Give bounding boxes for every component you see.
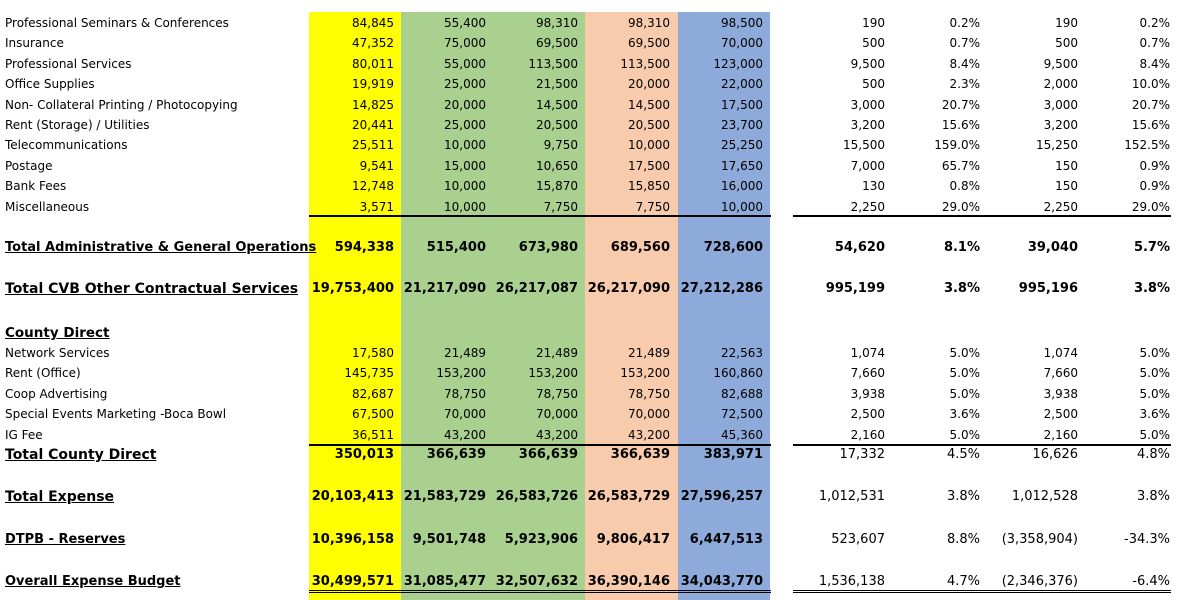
cell-col-6: 523,607 [831, 532, 885, 547]
cell-col-4: 14,500 [628, 98, 670, 112]
cell-col-8: (3,358,904) [1001, 532, 1078, 547]
cell-col-1: 145,735 [344, 366, 394, 380]
row-label: Total Administrative & General Operations [5, 240, 317, 255]
grand-total-rule [309, 590, 771, 593]
cell-col-7: 5.0% [949, 346, 980, 360]
cell-col-9: -34.3% [1124, 532, 1170, 547]
cell-col-3: 9,750 [543, 138, 578, 152]
cell-col-9: 5.7% [1133, 240, 1170, 255]
row-label: Postage [5, 159, 53, 173]
cell-col-2: 9,501,748 [412, 532, 486, 547]
cell-col-4: 7,750 [635, 200, 670, 214]
cell-col-5: 10,000 [721, 200, 763, 214]
cell-col-8: 2,500 [1043, 407, 1078, 421]
cell-col-9: 5.0% [1139, 428, 1170, 442]
cell-col-5: 383,971 [703, 447, 763, 462]
cell-col-5: 27,212,286 [680, 281, 763, 296]
cell-col-4: 689,560 [610, 240, 670, 255]
cell-col-2: 75,000 [444, 36, 486, 50]
cell-col-5: 22,563 [721, 346, 763, 360]
cell-col-6: 54,620 [834, 240, 885, 255]
cell-col-1: 84,845 [352, 16, 394, 30]
cell-col-3: 15,870 [536, 179, 578, 193]
cell-col-2: 15,000 [444, 159, 486, 173]
cell-col-3: 5,923,906 [504, 532, 578, 547]
cell-col-1: 67,500 [352, 407, 394, 421]
county-direct-heading: County Direct [5, 325, 110, 341]
cell-col-9: 3.6% [1139, 407, 1170, 421]
cell-col-4: 10,000 [628, 138, 670, 152]
cell-col-9: 8.4% [1139, 57, 1170, 71]
cell-col-9: 5.0% [1139, 346, 1170, 360]
cell-col-2: 21,489 [444, 346, 486, 360]
cell-col-2: 78,750 [444, 387, 486, 401]
cell-col-2: 10,000 [444, 138, 486, 152]
cell-col-4: 43,200 [628, 428, 670, 442]
cell-col-5: 23,700 [721, 118, 763, 132]
cell-col-6: 500 [862, 36, 885, 50]
cell-col-7: 5.0% [949, 428, 980, 442]
cell-col-9: -6.4% [1132, 574, 1170, 589]
cell-col-7: 4.5% [946, 447, 980, 462]
cell-col-6: 9,500 [850, 57, 885, 71]
cell-col-4: 366,639 [610, 447, 670, 462]
cell-col-1: 3,571 [359, 200, 394, 214]
cell-col-8: 500 [1055, 36, 1078, 50]
cell-col-8: 995,196 [1018, 281, 1078, 296]
row-label: Special Events Marketing -Boca Bowl [5, 407, 227, 421]
cell-col-8: 9,500 [1043, 57, 1078, 71]
cell-col-6: 500 [862, 77, 885, 91]
cell-col-2: 70,000 [444, 407, 486, 421]
cell-col-2: 55,000 [444, 57, 486, 71]
row-label: Miscellaneous [5, 200, 90, 214]
row-label: Professional Services [5, 57, 132, 71]
cell-col-1: 80,011 [352, 57, 394, 71]
cell-col-1: 20,441 [352, 118, 394, 132]
cell-col-2: 153,200 [436, 366, 486, 380]
cell-col-4: 78,750 [628, 387, 670, 401]
cell-col-3: 10,650 [536, 159, 578, 173]
cell-col-7: 0.8% [949, 179, 980, 193]
subtotal-rule-county-variance [793, 444, 1171, 446]
row-label: Total County Direct [5, 447, 157, 463]
cell-col-6: 995,199 [825, 281, 885, 296]
cell-col-9: 10.0% [1131, 77, 1170, 91]
cell-col-5: 22,000 [721, 77, 763, 91]
cell-col-1: 25,511 [352, 138, 394, 152]
cell-col-3: 69,500 [536, 36, 578, 50]
cell-col-2: 10,000 [444, 179, 486, 193]
cell-col-5: 34,043,770 [680, 574, 763, 589]
cell-col-8: 39,040 [1027, 240, 1078, 255]
cell-col-6: 7,660 [850, 366, 885, 380]
row-label: Rent (Storage) / Utilities [5, 118, 150, 132]
row-label: Telecommunications [5, 138, 128, 152]
subtotal-rule-admin-variance [793, 215, 1171, 217]
cell-col-6: 2,500 [850, 407, 885, 421]
cell-col-9: 20.7% [1131, 98, 1170, 112]
cell-col-3: 26,583,726 [495, 489, 578, 504]
cell-col-1: 17,580 [352, 346, 394, 360]
cell-col-4: 98,310 [628, 16, 670, 30]
cell-col-8: 3,200 [1043, 118, 1078, 132]
cell-col-3: 20,500 [536, 118, 578, 132]
cell-col-7: 29.0% [941, 200, 980, 214]
cell-col-2: 43,200 [444, 428, 486, 442]
row-label: Total Expense [5, 489, 115, 505]
cell-col-8: 3,938 [1043, 387, 1078, 401]
cell-col-4: 69,500 [628, 36, 670, 50]
cell-col-2: 25,000 [444, 77, 486, 91]
cell-col-8: 150 [1055, 179, 1078, 193]
row-label: Office Supplies [5, 77, 95, 91]
cell-col-4: 20,000 [628, 77, 670, 91]
cell-col-1: 12,748 [352, 179, 394, 193]
cell-col-5: 728,600 [703, 240, 763, 255]
cell-col-8: 16,626 [1032, 447, 1078, 462]
cell-col-7: 65.7% [941, 159, 980, 173]
row-label: Rent (Office) [5, 366, 81, 380]
cell-col-8: 1,074 [1043, 346, 1078, 360]
row-label: Network Services [5, 346, 110, 360]
row-label: Insurance [5, 36, 64, 50]
cell-col-7: 159.0% [934, 138, 980, 152]
cell-col-8: 190 [1055, 16, 1078, 30]
cell-col-7: 0.2% [949, 16, 980, 30]
row-label: Overall Expense Budget [5, 574, 181, 589]
cell-col-7: 3.8% [943, 281, 980, 296]
cell-col-5: 6,447,513 [689, 532, 763, 547]
grand-total-rule-variance [793, 590, 1171, 593]
cell-col-3: 7,750 [543, 200, 578, 214]
subtotal-rule-county [309, 444, 771, 446]
cell-col-6: 190 [862, 16, 885, 30]
cell-col-8: 1,012,528 [1011, 489, 1078, 504]
cell-col-7: 8.1% [943, 240, 980, 255]
cell-col-9: 0.9% [1139, 179, 1170, 193]
cell-col-8: 2,160 [1043, 428, 1078, 442]
row-label: Non- Collateral Printing / Photocopying [5, 98, 238, 112]
cell-col-9: 4.8% [1136, 447, 1170, 462]
cell-col-4: 21,489 [628, 346, 670, 360]
cell-col-4: 70,000 [628, 407, 670, 421]
cell-col-6: 3,938 [850, 387, 885, 401]
cell-col-3: 98,310 [536, 16, 578, 30]
cell-col-4: 153,200 [620, 366, 670, 380]
cell-col-1: 47,352 [352, 36, 394, 50]
cell-col-4: 26,217,090 [587, 281, 670, 296]
cell-col-5: 17,650 [721, 159, 763, 173]
cell-col-2: 10,000 [444, 200, 486, 214]
cell-col-5: 70,000 [721, 36, 763, 50]
cell-col-3: 21,500 [536, 77, 578, 91]
cell-col-5: 82,688 [721, 387, 763, 401]
cell-col-7: 2.3% [949, 77, 980, 91]
cell-col-5: 45,360 [721, 428, 763, 442]
cell-col-3: 21,489 [536, 346, 578, 360]
cell-col-8: 2,250 [1043, 200, 1078, 214]
cell-col-5: 25,250 [721, 138, 763, 152]
cell-col-1: 20,103,413 [311, 489, 394, 504]
cell-col-3: 366,639 [518, 447, 578, 462]
cell-col-5: 16,000 [721, 179, 763, 193]
row-label: Bank Fees [5, 179, 67, 193]
cell-col-7: 8.8% [946, 532, 980, 547]
row-label: Total CVB Other Contractual Services [5, 281, 299, 297]
cell-col-6: 2,160 [850, 428, 885, 442]
cell-col-5: 27,596,257 [680, 489, 763, 504]
cell-col-7: 0.7% [949, 36, 980, 50]
cell-col-4: 36,390,146 [587, 574, 670, 589]
cell-col-3: 78,750 [536, 387, 578, 401]
cell-col-9: 0.7% [1139, 36, 1170, 50]
cell-col-1: 14,825 [352, 98, 394, 112]
cell-col-3: 673,980 [518, 240, 578, 255]
cell-col-7: 3.6% [949, 407, 980, 421]
cell-col-2: 25,000 [444, 118, 486, 132]
cell-col-3: 43,200 [536, 428, 578, 442]
cell-col-1: 350,013 [334, 447, 394, 462]
cell-col-2: 55,400 [444, 16, 486, 30]
cell-col-9: 0.9% [1139, 159, 1170, 173]
cell-col-2: 366,639 [426, 447, 486, 462]
cell-col-7: 20.7% [941, 98, 980, 112]
cell-col-1: 30,499,571 [311, 574, 394, 589]
cell-col-3: 153,200 [528, 366, 578, 380]
cell-col-9: 15.6% [1131, 118, 1170, 132]
cell-col-6: 2,250 [850, 200, 885, 214]
cell-col-6: 7,000 [850, 159, 885, 173]
cell-col-1: 19,919 [352, 77, 394, 91]
cell-col-2: 515,400 [426, 240, 486, 255]
cell-col-5: 123,000 [713, 57, 763, 71]
cell-col-4: 17,500 [628, 159, 670, 173]
row-label: Coop Advertising [5, 387, 108, 401]
cell-col-9: 152.5% [1124, 138, 1170, 152]
cell-col-8: 150 [1055, 159, 1078, 173]
cell-col-1: 82,687 [352, 387, 394, 401]
cell-col-5: 98,500 [721, 16, 763, 30]
cell-col-7: 5.0% [949, 387, 980, 401]
cell-col-1: 594,338 [334, 240, 394, 255]
cell-col-3: 70,000 [536, 407, 578, 421]
cell-col-1: 19,753,400 [311, 281, 394, 296]
row-label: DTPB - Reserves [5, 532, 126, 547]
cell-col-8: 15,250 [1036, 138, 1078, 152]
cell-col-9: 0.2% [1139, 16, 1170, 30]
cell-col-2: 20,000 [444, 98, 486, 112]
cell-col-6: 130 [862, 179, 885, 193]
cell-col-9: 3.8% [1136, 489, 1170, 504]
subtotal-rule-admin [309, 215, 771, 217]
cell-col-6: 1,536,138 [818, 574, 885, 589]
cell-col-8: 7,660 [1043, 366, 1078, 380]
cell-col-1: 36,511 [352, 428, 394, 442]
cell-col-9: 3.8% [1133, 281, 1170, 296]
row-label: Professional Seminars & Conferences [5, 16, 229, 30]
cell-col-8: 2,000 [1043, 77, 1078, 91]
cell-col-5: 72,500 [721, 407, 763, 421]
cell-col-8: (2,346,376) [1001, 574, 1078, 589]
cell-col-3: 14,500 [536, 98, 578, 112]
cell-col-7: 5.0% [949, 366, 980, 380]
cell-col-1: 10,396,158 [311, 532, 394, 547]
cell-col-9: 29.0% [1131, 200, 1170, 214]
cell-col-9: 5.0% [1139, 366, 1170, 380]
cell-col-4: 9,806,417 [596, 532, 670, 547]
cell-col-6: 3,000 [850, 98, 885, 112]
cell-col-6: 15,500 [843, 138, 885, 152]
cell-col-2: 21,583,729 [403, 489, 486, 504]
cell-col-3: 113,500 [528, 57, 578, 71]
cell-col-6: 1,012,531 [818, 489, 885, 504]
cell-col-4: 20,500 [628, 118, 670, 132]
cell-col-6: 3,200 [850, 118, 885, 132]
cell-col-2: 31,085,477 [403, 574, 486, 589]
cell-col-4: 15,850 [628, 179, 670, 193]
cell-col-7: 4.7% [946, 574, 980, 589]
cell-col-8: 3,000 [1043, 98, 1078, 112]
cell-col-1: 9,541 [359, 159, 394, 173]
cell-col-6: 17,332 [839, 447, 885, 462]
cell-col-2: 21,217,090 [403, 281, 486, 296]
cell-col-7: 8.4% [949, 57, 980, 71]
cell-col-7: 15.6% [941, 118, 980, 132]
cell-col-4: 113,500 [620, 57, 670, 71]
row-label: IG Fee [5, 428, 43, 442]
cell-col-3: 32,507,632 [495, 574, 578, 589]
cell-col-6: 1,074 [850, 346, 885, 360]
cell-col-7: 3.8% [946, 489, 980, 504]
cell-col-9: 5.0% [1139, 387, 1170, 401]
cell-col-5: 160,860 [713, 366, 763, 380]
cell-col-5: 17,500 [721, 98, 763, 112]
cell-col-4: 26,583,729 [587, 489, 670, 504]
cell-col-3: 26,217,087 [495, 281, 578, 296]
